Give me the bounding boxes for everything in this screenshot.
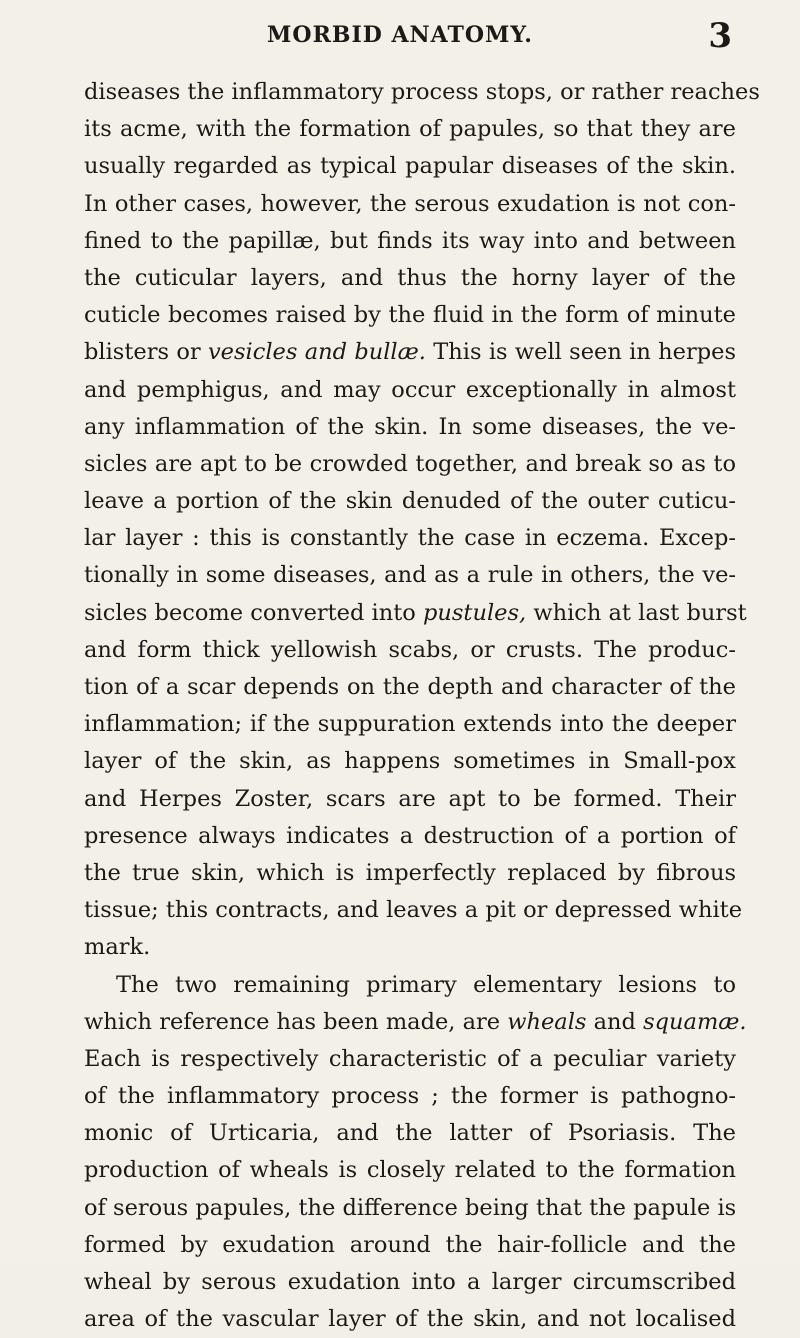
- text-line: and pemphigus, and may occur exceptionally in almost: [84, 376, 736, 403]
- text-run: blisters or: [84, 339, 208, 366]
- text-line: sicles are apt to be crowded together, and break so as to: [84, 450, 736, 477]
- text-line: mark.: [84, 934, 151, 961]
- text-line: area of the vascular layer of the skin, and not localised: [84, 1306, 736, 1333]
- text-line: [84, 334, 736, 371]
- text-line: lar layer : this is constantly the case in eczema. Excep-: [84, 525, 736, 552]
- text-line: tissue; this contracts, and leaves a pit or depressed white: [84, 897, 743, 924]
- text-line: layer of the skin, as happens sometimes in Small-pox: [84, 748, 736, 775]
- italic-term: pustules,: [422, 599, 527, 626]
- text-line: and form thick yellowish scabs, or crusts. The produc-: [84, 636, 736, 663]
- text-line: cuticle becomes raised by the fluid in the form of minute: [84, 302, 736, 329]
- text-run: sicles become converted into: [84, 599, 423, 626]
- text-line: fined to the papillæ, but finds its way into and between: [84, 227, 736, 254]
- text-line: presence always indicates a destruction of a portion of: [84, 822, 736, 849]
- text-line: of serous papules, the difference being that the papule is: [84, 1194, 737, 1221]
- page-number: 3: [708, 16, 732, 56]
- text-line: the true skin, which is imperfectly replaced by fibrous: [84, 859, 736, 886]
- text-line: tionally in some diseases, and as a rule in others, the ve-: [84, 562, 736, 589]
- italic-term: vesicles and bullæ.: [207, 339, 426, 366]
- text-line: any inflammation of the skin. In some diseases, the ve-: [84, 413, 736, 440]
- text-line: In other cases, however, the serous exudation is not con-: [84, 190, 736, 217]
- text-run: which reference has been made, are: [84, 1008, 508, 1035]
- text-line: [84, 595, 747, 632]
- text-line: Each is respectively characteristic of a peculiar variety: [84, 1045, 736, 1072]
- text-run: This is well seen in herpes: [425, 339, 737, 366]
- italic-term: wheals: [507, 1008, 587, 1035]
- text-line: tion of a scar depends on the depth and character of the: [84, 674, 736, 700]
- text-line: diseases the inflammatory process stops, or rather reaches: [84, 79, 760, 105]
- page-header: [0, 16, 800, 62]
- running-head: MORBID ANATOMY.: [267, 22, 533, 48]
- text-run: and: [586, 1008, 644, 1035]
- text-line: wheal by serous exudation into a larger circumscribed: [84, 1269, 736, 1295]
- text-line: inflammation; if the suppuration extends into the deeper: [84, 711, 736, 738]
- text-line: leave a portion of the skin denuded of the outer cuticu-: [84, 488, 736, 515]
- text-line: production of wheals is closely related to the formation: [84, 1157, 736, 1184]
- italic-term: squamæ.: [643, 1008, 747, 1035]
- text-run: which at last burst: [526, 599, 747, 626]
- text-line: its acme, with the formation of papules, so that they are: [84, 116, 736, 143]
- body-text: [84, 74, 760, 1338]
- text-line: of the inflammatory process ; the former is pathogno-: [84, 1083, 736, 1110]
- text-line: monic of Urticaria, and the latter of Psoriasis. The: [84, 1120, 736, 1147]
- text-line: formed by exudation around the hair-follicle and the: [84, 1231, 736, 1258]
- text-line: [84, 1004, 747, 1041]
- text-line: The two remaining primary elementary lesions to: [116, 971, 736, 998]
- text-line: and Herpes Zoster, scars are apt to be formed. Their: [84, 785, 736, 812]
- text-line: usually regarded as typical papular diseases of the skin.: [84, 153, 736, 180]
- text-line: the cuticular layers, and thus the horny layer of the: [84, 264, 736, 291]
